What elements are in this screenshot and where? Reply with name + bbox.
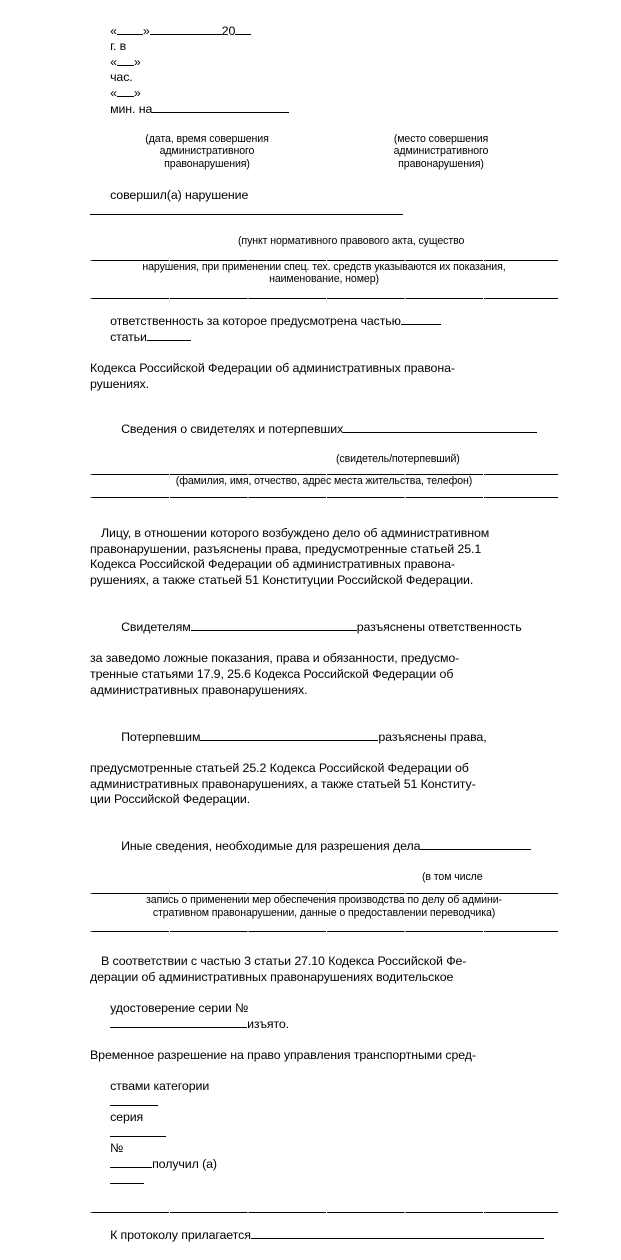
other-info-heading-line	[90, 824, 558, 871]
seizure-line2: дерации об административных правонарушениях водительское	[90, 969, 454, 984]
seizure-line5	[90, 1063, 558, 1203]
caption-witness-details: (фамилия, имя, отчество, адрес места жительства, телефон)	[175, 474, 473, 487]
caption-violation-line2: нарушения, при применении спец. тех. средств указываются их показания,	[142, 260, 506, 273]
witness-blank-rule-1[interactable]	[90, 474, 558, 475]
witness-blank-rule-2[interactable]	[90, 497, 558, 498]
attachments-line	[90, 1213, 558, 1260]
seizure-line4: Временное разрешение на право управления транспортными сред-	[90, 1047, 476, 1062]
rights-witnesses-line2: за заведомо ложные показания, права и обязанности, предусмо-	[90, 651, 460, 666]
seizure-received-label: получил (а)	[152, 1157, 217, 1171]
field-permit-number[interactable]	[110, 1167, 152, 1168]
rights-victims-line4: ции Российской Федерации.	[90, 792, 251, 807]
committed-label: совершил(а) нарушение	[110, 188, 249, 203]
caption-datetime-line2: административного	[159, 145, 255, 158]
header-caption-left	[90, 133, 324, 171]
rights-witnesses-line1-tail: разъяснены ответственность	[356, 620, 522, 635]
seizure-line3	[90, 985, 558, 1047]
rights-accused-line2: правонарушении, разъяснены права, предусмотренные статьей 25.1	[90, 541, 482, 556]
field-month[interactable]	[150, 34, 222, 35]
quote-open-day: «	[110, 23, 117, 38]
field-permit-series[interactable]	[110, 1136, 166, 1137]
field-article-number[interactable]	[147, 340, 191, 341]
violation-committed-line	[90, 173, 558, 235]
liability-paragraph-tail: рушениях.	[90, 376, 149, 391]
field-hour[interactable]	[117, 65, 134, 66]
caption-datetime-line1: (дата, время совершения	[145, 132, 269, 145]
caption-violation-line1: (пункт нормативного правового акта, существо	[238, 234, 465, 247]
rights-witnesses-line1	[90, 605, 558, 652]
god-abbr: г. в	[110, 39, 127, 54]
hours-label: час.	[110, 70, 133, 85]
field-witness-signature[interactable]	[191, 630, 357, 631]
field-attachments[interactable]	[251, 1238, 544, 1239]
rights-accused-line4: рушениях, а также статьей 51 Конституции Российской Федерации.	[90, 573, 474, 587]
rights-witnesses-line4: административных правонарушениях.	[90, 682, 308, 697]
seizure-blank-rule[interactable]	[90, 1212, 558, 1213]
field-other-info[interactable]	[420, 849, 531, 850]
field-article-part[interactable]	[401, 324, 441, 325]
caption-other-info-line1: запись о применении мер обеспечения производства по делу об админи-	[146, 894, 502, 907]
rights-victims-label: Потерпевшим	[121, 729, 201, 744]
other-info-blank-rule-1[interactable]	[90, 893, 558, 894]
document-content	[90, 8, 558, 1260]
header-captions-row	[90, 133, 558, 171]
witnesses-heading: Сведения о свидетелях и потерпевших	[121, 421, 344, 436]
caption-other-info-inline: (в том числе	[422, 870, 483, 883]
seizure-series-label: серия	[110, 1110, 144, 1125]
field-licence-number[interactable]	[110, 1027, 247, 1028]
header-caption-right	[324, 133, 558, 171]
field-year[interactable]	[235, 34, 251, 35]
other-info-blank-rule-2[interactable]	[90, 931, 558, 932]
rights-witnesses-label: Свидетелям	[121, 620, 191, 635]
rights-accused-line3: Кодекса Российской Федерации об административных правона-	[90, 557, 455, 572]
field-victim-signature[interactable]	[200, 740, 378, 741]
rights-accused-line1: Лицу, в отношении которого возбуждено дело об административном	[101, 526, 490, 541]
field-day[interactable]	[117, 34, 143, 35]
seizure-line3-prefix: удостоверение серии №	[110, 1001, 249, 1016]
violation-blank-rule-1[interactable]	[90, 260, 558, 261]
field-violation-description[interactable]	[90, 214, 403, 215]
header-datetime-place-line	[90, 8, 558, 133]
caption-place-line3: правонарушения)	[398, 157, 484, 170]
field-permit-category[interactable]	[110, 1105, 158, 1106]
rights-witnesses-line3: тренные статьями 17.9, 25.6 Кодекса Российской Федерации об	[90, 666, 454, 681]
violation-blank-rule-2[interactable]	[90, 298, 558, 299]
field-minute[interactable]	[117, 96, 134, 97]
field-permit-received-signature[interactable]	[110, 1183, 144, 1184]
caption-datetime-line3: правонарушения)	[164, 157, 250, 170]
caption-other-info-line2: стративном правонарушении, данные о предоставлении переводчика)	[152, 906, 496, 919]
seizure-category-label: ствами категории	[110, 1079, 210, 1094]
caption-place-line1: (место совершения	[393, 132, 489, 145]
caption-violation-line3: наименование, номер)	[269, 273, 379, 286]
other-info-heading: Иные сведения, необходимые для разрешения дела	[121, 839, 421, 854]
year-prefix: 20	[221, 23, 236, 38]
seizure-number-label: №	[110, 1141, 124, 1156]
liability-line	[90, 299, 558, 361]
seizure-line3-suffix: изъято.	[247, 1016, 290, 1031]
liability-text-part1: ответственность за которое предусмотрена частью	[110, 314, 401, 329]
attachments-label: К протоколу прилагается	[110, 1228, 251, 1243]
field-witness-name[interactable]	[343, 432, 537, 433]
quote-close-day: »	[142, 23, 150, 38]
witnesses-heading-line	[90, 406, 558, 453]
rights-victims-line1	[90, 714, 558, 761]
rights-victims-line1-tail: разъяснены права,	[378, 729, 487, 744]
minutes-label: мин. на	[110, 101, 153, 116]
quote-close-hour: »	[133, 54, 141, 69]
caption-witness-role: (свидетель/потерпевший)	[336, 453, 460, 466]
caption-place-line2: административного	[393, 145, 489, 158]
seizure-line1: В соответствии с частью 3 статьи 27.10 Кодекса Российской Фе-	[101, 954, 467, 969]
quote-open-hour: «	[110, 54, 117, 69]
quote-close-minute: »	[133, 85, 141, 100]
rights-victims-line2: предусмотренные статьей 25.2 Кодекса Российской Федерации об	[90, 760, 469, 775]
field-place[interactable]	[152, 112, 289, 113]
liability-text-part2: статьи	[110, 329, 147, 344]
rights-victims-line3: административных правонарушениях, а также статьей 51 Конститу-	[90, 776, 476, 791]
liability-paragraph: Кодекса Российской Федерации об административных правона-	[90, 361, 455, 376]
quote-open-minute: «	[110, 85, 117, 100]
